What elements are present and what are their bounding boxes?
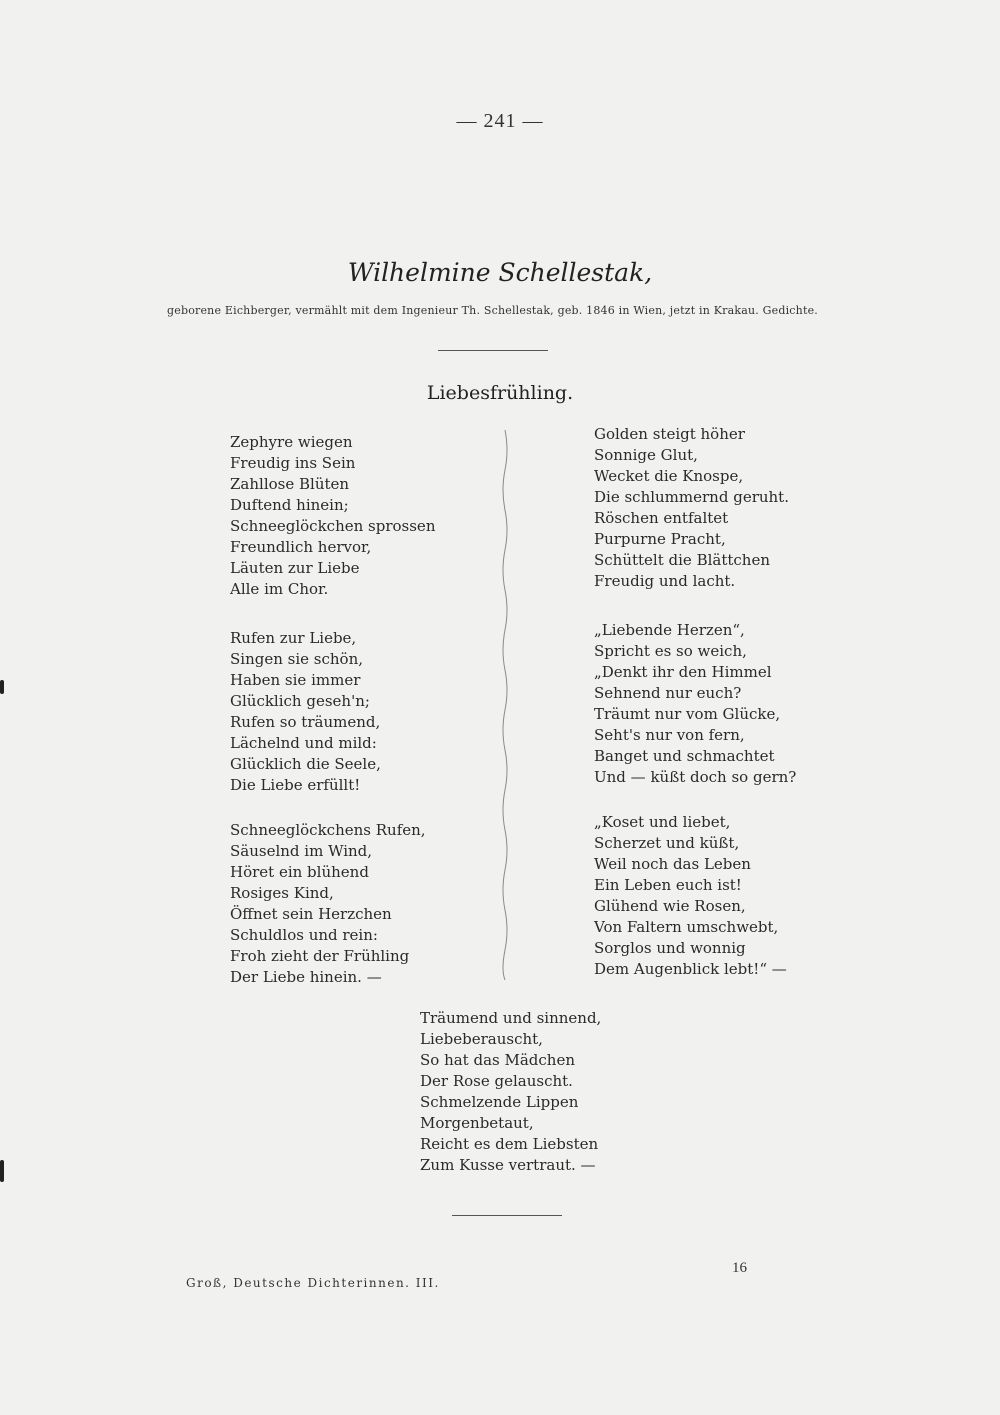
verse-line: Glücklich geseh'n;	[230, 692, 370, 710]
stanza-right-3	[594, 812, 787, 980]
verse-line: Freundlich hervor,	[230, 538, 372, 556]
bottom-rule	[452, 1215, 562, 1216]
verse-line: Träumt nur vom Glücke,	[594, 705, 781, 723]
column-divider	[490, 430, 520, 980]
verse-line: Glücklich die Seele,	[230, 755, 381, 773]
verse-line: Zephyre wiegen	[230, 433, 353, 451]
verse-line: Golden steigt höher	[594, 425, 745, 443]
verse-line: Singen sie schön,	[230, 650, 364, 668]
sheet-number: 16	[732, 1260, 747, 1276]
verse-line: Schuldlos und rein:	[230, 926, 378, 944]
verse-line: Rosiges Kind,	[230, 884, 334, 902]
verse-line: Öffnet sein Herzchen	[230, 905, 392, 923]
stanza-left-3	[230, 820, 426, 988]
verse-line: Freudig und lacht.	[594, 572, 736, 590]
page-number: — 241 —	[456, 110, 544, 132]
stanza-right-2	[594, 620, 796, 788]
verse-line: Rufen zur Liebe,	[230, 629, 357, 647]
poem-title: Liebesfrühling.	[426, 382, 574, 404]
verse-line: So hat das Mädchen	[420, 1051, 575, 1069]
top-rule	[438, 350, 548, 351]
verse-line: Sehnend nur euch?	[594, 684, 742, 702]
binding-mark	[0, 680, 4, 694]
printer-signature: Groß, Deutsche Dichterinnen. III.	[186, 1276, 440, 1290]
verse-line: Der Rose gelauscht.	[420, 1072, 573, 1090]
verse-line: Sorglos und wonnig	[594, 939, 746, 957]
verse-line: Duftend hinein;	[230, 496, 349, 514]
verse-line: Der Liebe hinein. —	[230, 968, 382, 986]
verse-line: Und — küßt doch so gern?	[594, 768, 797, 786]
verse-line: Läuten zur Liebe	[230, 559, 360, 577]
stanza-left-2	[230, 628, 381, 796]
verse-line: Die schlummernd geruht.	[594, 488, 789, 506]
verse-line: Schmelzende Lippen	[420, 1093, 579, 1111]
verse-line: Schüttelt die Blättchen	[594, 551, 770, 569]
author-name: Wilhelmine Schellestak,	[347, 258, 653, 287]
verse-line: Purpurne Pracht,	[594, 530, 726, 548]
verse-line: Die Liebe erfüllt!	[230, 776, 361, 794]
verse-line: Liebeberauscht,	[420, 1030, 543, 1048]
verse-line: Dem Augenblick lebt!“ —	[594, 960, 787, 978]
verse-line: Höret ein blühend	[230, 863, 369, 881]
verse-line: Ein Leben euch ist!	[594, 876, 742, 894]
verse-line: Zum Kusse vertraut. —	[420, 1156, 596, 1174]
stanza-final	[420, 1008, 601, 1176]
verse-line: Haben sie immer	[230, 671, 361, 689]
verse-line: Weil noch das Leben	[594, 855, 751, 873]
verse-line: Morgenbetaut,	[420, 1114, 534, 1132]
verse-line: Seht's nur von fern,	[594, 726, 745, 744]
verse-line: „Denkt ihr den Himmel	[594, 663, 772, 681]
stanza-left-1	[230, 432, 435, 600]
verse-line: Froh zieht der Frühling	[230, 947, 410, 965]
verse-line: Zahllose Blüten	[230, 475, 350, 493]
verse-line: Schneeglöckchen sprossen	[230, 517, 436, 535]
verse-line: Von Faltern umschwebt,	[594, 918, 779, 936]
verse-line: Lächelnd und mild:	[230, 734, 377, 752]
stanza-right-1	[594, 424, 789, 592]
verse-line: Rufen so träumend,	[230, 713, 381, 731]
verse-line: Glühend wie Rosen,	[594, 897, 746, 915]
verse-line: Scherzet und küßt,	[594, 834, 740, 852]
verse-line: Träumend und sinnend,	[420, 1009, 602, 1027]
verse-line: Schneeglöckchens Rufen,	[230, 821, 426, 839]
binding-mark	[0, 1160, 4, 1182]
verse-line: „Koset und liebet,	[594, 813, 731, 831]
verse-line: Alle im Chor.	[230, 580, 329, 598]
verse-line: „Liebende Herzen“,	[594, 621, 745, 639]
verse-line: Spricht es so weich,	[594, 642, 747, 660]
verse-line: Wecket die Knospe,	[594, 467, 744, 485]
verse-line: Freudig ins Sein	[230, 454, 356, 472]
author-biography: geborene Eichberger, vermählt mit dem Ingenieur Th. Schellestak, geb. 1846 in Wien, jetzt in Krakau. Gedichte.	[167, 304, 818, 317]
verse-line: Banget und schmachtet	[594, 747, 775, 765]
verse-line: Säuselnd im Wind,	[230, 842, 373, 860]
verse-line: Sonnige Glut,	[594, 446, 698, 464]
verse-line: Röschen entfaltet	[594, 509, 729, 527]
verse-line: Reicht es dem Liebsten	[420, 1135, 599, 1153]
